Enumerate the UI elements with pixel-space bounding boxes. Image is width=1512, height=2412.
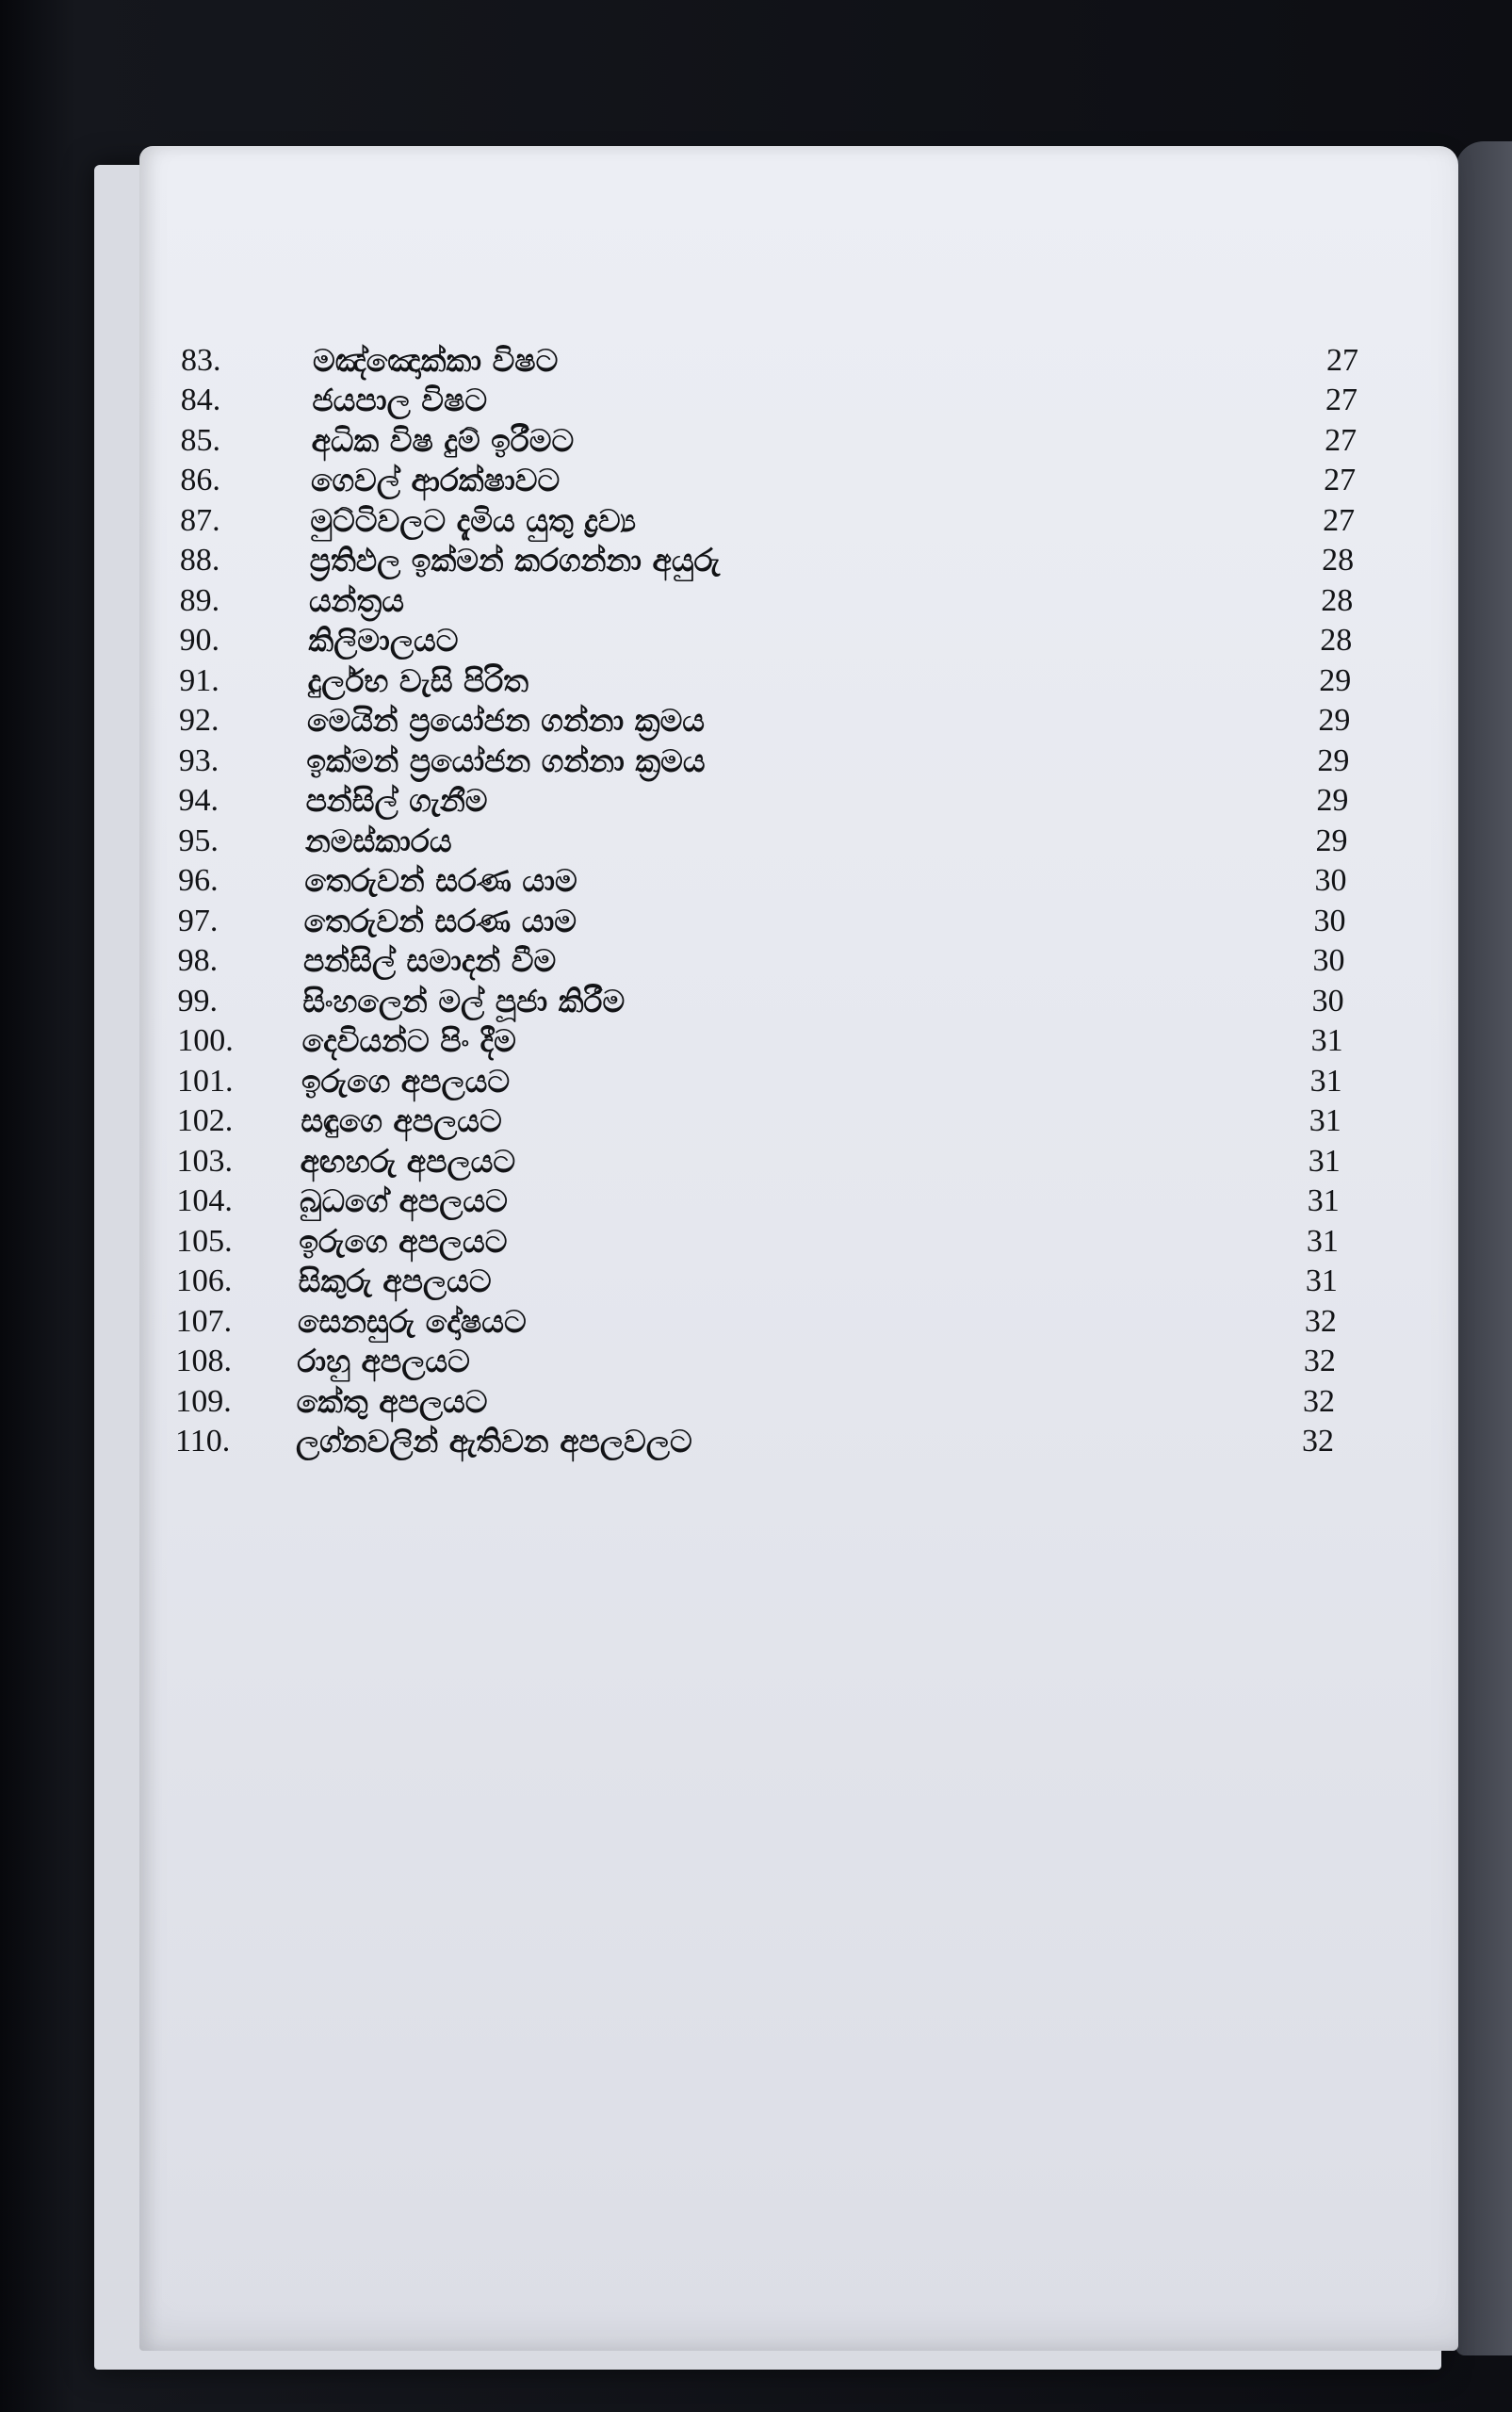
toc-entry-page-number: 27 — [1326, 343, 1358, 378]
toc-entry-number: 92. — [179, 703, 219, 739]
toc-entry-number: 97. — [177, 903, 219, 938]
toc-entry-page-number: 27 — [1325, 422, 1358, 458]
toc-entry-page-number: 28 — [1321, 582, 1354, 618]
toc-entry-number: 103. — [176, 1143, 234, 1179]
toc-entry-page-number: 29 — [1316, 783, 1349, 819]
toc-entry-number: 99. — [177, 983, 218, 1019]
toc-entry-title: අඟහරු අපලයට — [300, 1142, 516, 1180]
facing-page-edge — [1455, 141, 1512, 2355]
toc-entry-number: 110. — [175, 1424, 231, 1459]
toc-entry-page-number: 28 — [1322, 543, 1355, 579]
toc-entry-page-number: 32 — [1302, 1383, 1335, 1419]
toc-entry-number: 91. — [179, 662, 219, 698]
toc-entry-number: 105. — [176, 1223, 233, 1259]
toc-entry-title: ලග්නවලින් ඇතිවන අපලවලට — [296, 1423, 692, 1459]
toc-entry-title: සඳුගෙ අපලයට — [301, 1102, 502, 1140]
toc-entry-title: රාහු අපලයට — [297, 1343, 470, 1380]
toc-entry-title: ඉරුගෙ අපලයට — [301, 1062, 511, 1100]
toc-entry-title: ජයපාල විෂට — [312, 382, 488, 419]
toc-entry-title: සෙනසුරු දෝෂයට — [297, 1302, 527, 1340]
toc-entry-title: මුට්ටිවලට දැමිය යුතු ද්‍රව්‍ය — [310, 501, 637, 539]
toc-entry-title: ප්‍රතිඵල ඉක්මන් කරගන්නා අයුරු — [309, 542, 721, 579]
toc-entry-number: 102. — [176, 1103, 234, 1139]
toc-entry-number: 93. — [178, 742, 219, 778]
toc-entry-title: සිකුරු අපලයට — [298, 1263, 492, 1300]
table-of-contents — [139, 146, 1458, 2351]
toc-entry-number: 100. — [177, 1023, 234, 1059]
book-page — [139, 146, 1458, 2351]
toc-entry-title: බුධගේ අපලයට — [299, 1182, 508, 1220]
toc-entry-number: 95. — [178, 823, 219, 858]
toc-entry-page-number: 27 — [1323, 502, 1356, 538]
toc-entry-page-number: 29 — [1317, 742, 1350, 778]
toc-entry-title: පන්සිල් සමාදන් වීම — [302, 942, 557, 980]
toc-entry-page-number: 30 — [1313, 903, 1346, 938]
toc-entry-number: 98. — [177, 943, 219, 979]
toc-entry-page-number: 29 — [1315, 823, 1348, 858]
toc-entry-number: 86. — [180, 463, 220, 498]
toc-entry-page-number: 31 — [1305, 1263, 1338, 1299]
toc-entry-page-number: 27 — [1324, 463, 1357, 498]
toc-entry-page-number: 27 — [1325, 383, 1358, 418]
toc-entry-title: නමස්කාරය — [304, 822, 452, 859]
toc-entry-number: 94. — [178, 783, 219, 819]
toc-entry-number: 107. — [175, 1303, 233, 1339]
toc-entry-title: ඉක්මන් ප්‍රයෝජන ගන්නා ක්‍රමය — [306, 742, 706, 779]
toc-entry-page-number: 30 — [1312, 943, 1345, 979]
toc-entry-title: කිලිමාලයට — [308, 622, 459, 660]
toc-entry-number: 87. — [180, 502, 220, 538]
toc-entry-page-number: 28 — [1320, 623, 1353, 659]
toc-entry-title: අධික විෂ දුම් ඉරීමට — [311, 421, 575, 459]
toc-entry-page-number: 31 — [1307, 1183, 1340, 1219]
toc-entry-number: 108. — [175, 1344, 232, 1379]
toc-entry-number: 109. — [175, 1383, 232, 1419]
toc-entry-page-number: 32 — [1304, 1303, 1337, 1339]
toc-entry-number: 90. — [179, 623, 219, 659]
toc-entry-page-number: 30 — [1314, 863, 1347, 899]
toc-entry-page-number: 31 — [1309, 1063, 1342, 1099]
toc-entry-title: දුර්ලභ වැසි පිරිත — [307, 661, 529, 699]
toc-entry-number: 101. — [177, 1063, 234, 1099]
toc-entry-title: තෙරුවන් සරණ යාම — [303, 902, 577, 939]
toc-entry-title: පන්සිල් ගැනීම — [305, 782, 488, 820]
toc-entry-title: ගෙවල් ආරක්ෂාවට — [310, 462, 561, 499]
toc-entry-page-number: 32 — [1302, 1424, 1334, 1459]
toc-entry-title: යන්ත්‍රය — [308, 581, 405, 619]
toc-entry-page-number: 29 — [1319, 662, 1352, 698]
toc-entry-number: 106. — [175, 1263, 233, 1299]
toc-entry-title: ඉරුගෙ අපලයට — [299, 1222, 508, 1260]
toc-entry-page-number: 30 — [1311, 983, 1344, 1019]
toc-entry-title: දෙවියන්ට පිං දීම — [301, 1022, 516, 1060]
toc-entry-page-number: 29 — [1318, 703, 1351, 739]
toc-entry-page-number: 31 — [1309, 1103, 1341, 1139]
toc-entry-page-number: 32 — [1303, 1344, 1336, 1379]
toc-entry-page-number: 31 — [1310, 1023, 1343, 1059]
toc-entry-number: 83. — [181, 343, 221, 378]
toc-entry-page-number: 31 — [1306, 1223, 1339, 1259]
toc-entry-title: සිංහලෙන් මල් පූජා කිරීම — [302, 982, 626, 1019]
toc-entry-number: 84. — [180, 383, 221, 418]
toc-entry-page-number: 31 — [1308, 1143, 1341, 1179]
toc-entry-title: මඤ්ඤොක්කා විෂට — [313, 342, 559, 379]
toc-entry-title: මෙයින් ප්‍රයෝජන ගන්නා ක්‍රමය — [307, 702, 706, 740]
toc-entry-title: කේතු අපලයට — [296, 1382, 488, 1420]
toc-entry-number: 88. — [179, 543, 220, 579]
toc-entry-number: 85. — [180, 422, 221, 458]
toc-entry-title: තෙරුවන් සරණ යාම — [304, 862, 577, 900]
toc-row — [175, 1413, 1334, 1470]
toc-entry-number: 104. — [176, 1183, 233, 1219]
toc-entry-number: 89. — [179, 582, 220, 618]
toc-entry-number: 96. — [178, 863, 219, 899]
